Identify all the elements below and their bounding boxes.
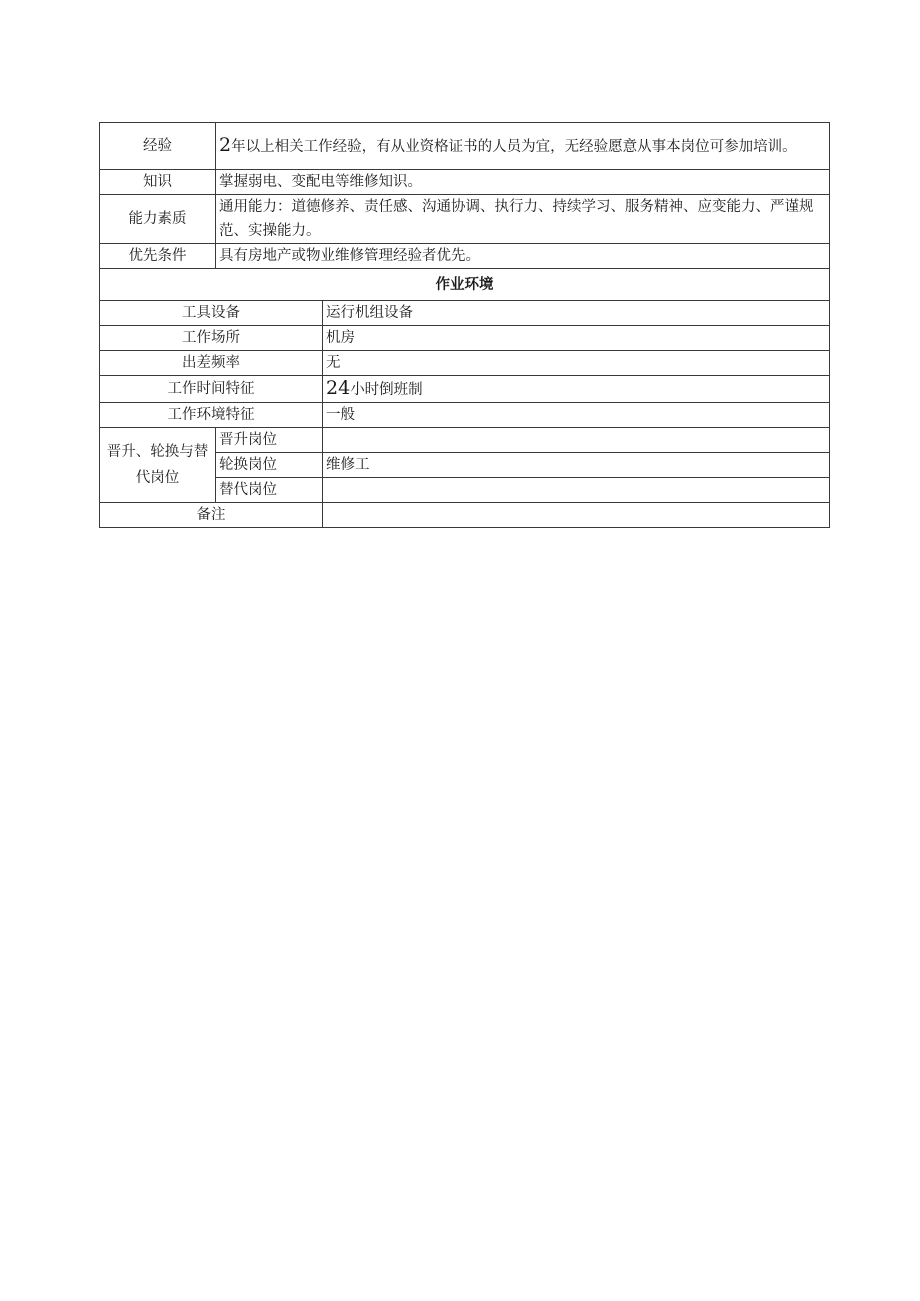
ability-label: 能力素质 — [100, 195, 216, 244]
knowledge-row — [100, 170, 830, 195]
priority-row — [100, 244, 830, 269]
time-hours: 24 — [326, 377, 351, 399]
time-label: 工作时间特征 — [100, 376, 323, 403]
time-row — [100, 376, 830, 403]
promote-label: 晋升岗位 — [216, 428, 323, 453]
env-label: 工作环境特征 — [100, 403, 323, 428]
job-requirements-table — [99, 122, 830, 528]
time-text: 小时倒班制 — [350, 382, 423, 398]
rotate-value: 维修工 — [323, 453, 830, 478]
priority-value: 具有房地产或物业维修管理经验者优先。 — [216, 244, 830, 269]
env-row — [100, 403, 830, 428]
place-value: 机房 — [323, 326, 830, 351]
knowledge-value: 掌握弱电、变配电等维修知识。 — [216, 170, 830, 195]
replace-value — [323, 478, 830, 503]
remarks-label: 备注 — [100, 503, 323, 528]
experience-text: 年以上相关工作经验，有从业资格证书的人员为宜，无经验愿意从事本岗位可参加培训。 — [231, 139, 797, 155]
place-label: 工作场所 — [100, 326, 323, 351]
priority-label: 优先条件 — [100, 244, 216, 269]
travel-row — [100, 351, 830, 376]
place-row — [100, 326, 830, 351]
replace-label: 替代岗位 — [216, 478, 323, 503]
travel-value: 无 — [323, 351, 830, 376]
ability-value: 通用能力：道德修养、责任感、沟通协调、执行力、持续学习、服务精神、应变能力、严谨规范、实操能力。 — [216, 195, 830, 244]
remarks-value — [323, 503, 830, 528]
environment-header: 作业环境 — [100, 269, 830, 301]
time-value — [323, 376, 830, 403]
travel-label: 出差频率 — [100, 351, 323, 376]
experience-value — [216, 123, 830, 170]
knowledge-label: 知识 — [100, 170, 216, 195]
promote-row — [100, 428, 830, 453]
tools-value: 运行机组设备 — [323, 301, 830, 326]
rotate-label: 轮换岗位 — [216, 453, 323, 478]
experience-label: 经验 — [100, 123, 216, 170]
tools-label: 工具设备 — [100, 301, 323, 326]
experience-row — [100, 123, 830, 170]
env-value: 一般 — [323, 403, 830, 428]
ability-row — [100, 195, 830, 244]
experience-years: 2 — [219, 134, 232, 156]
promote-value — [323, 428, 830, 453]
rotation-label: 晋升、轮换与替代岗位 — [100, 428, 216, 503]
tools-row — [100, 301, 830, 326]
remarks-row — [100, 503, 830, 528]
environment-header-row — [100, 269, 830, 301]
